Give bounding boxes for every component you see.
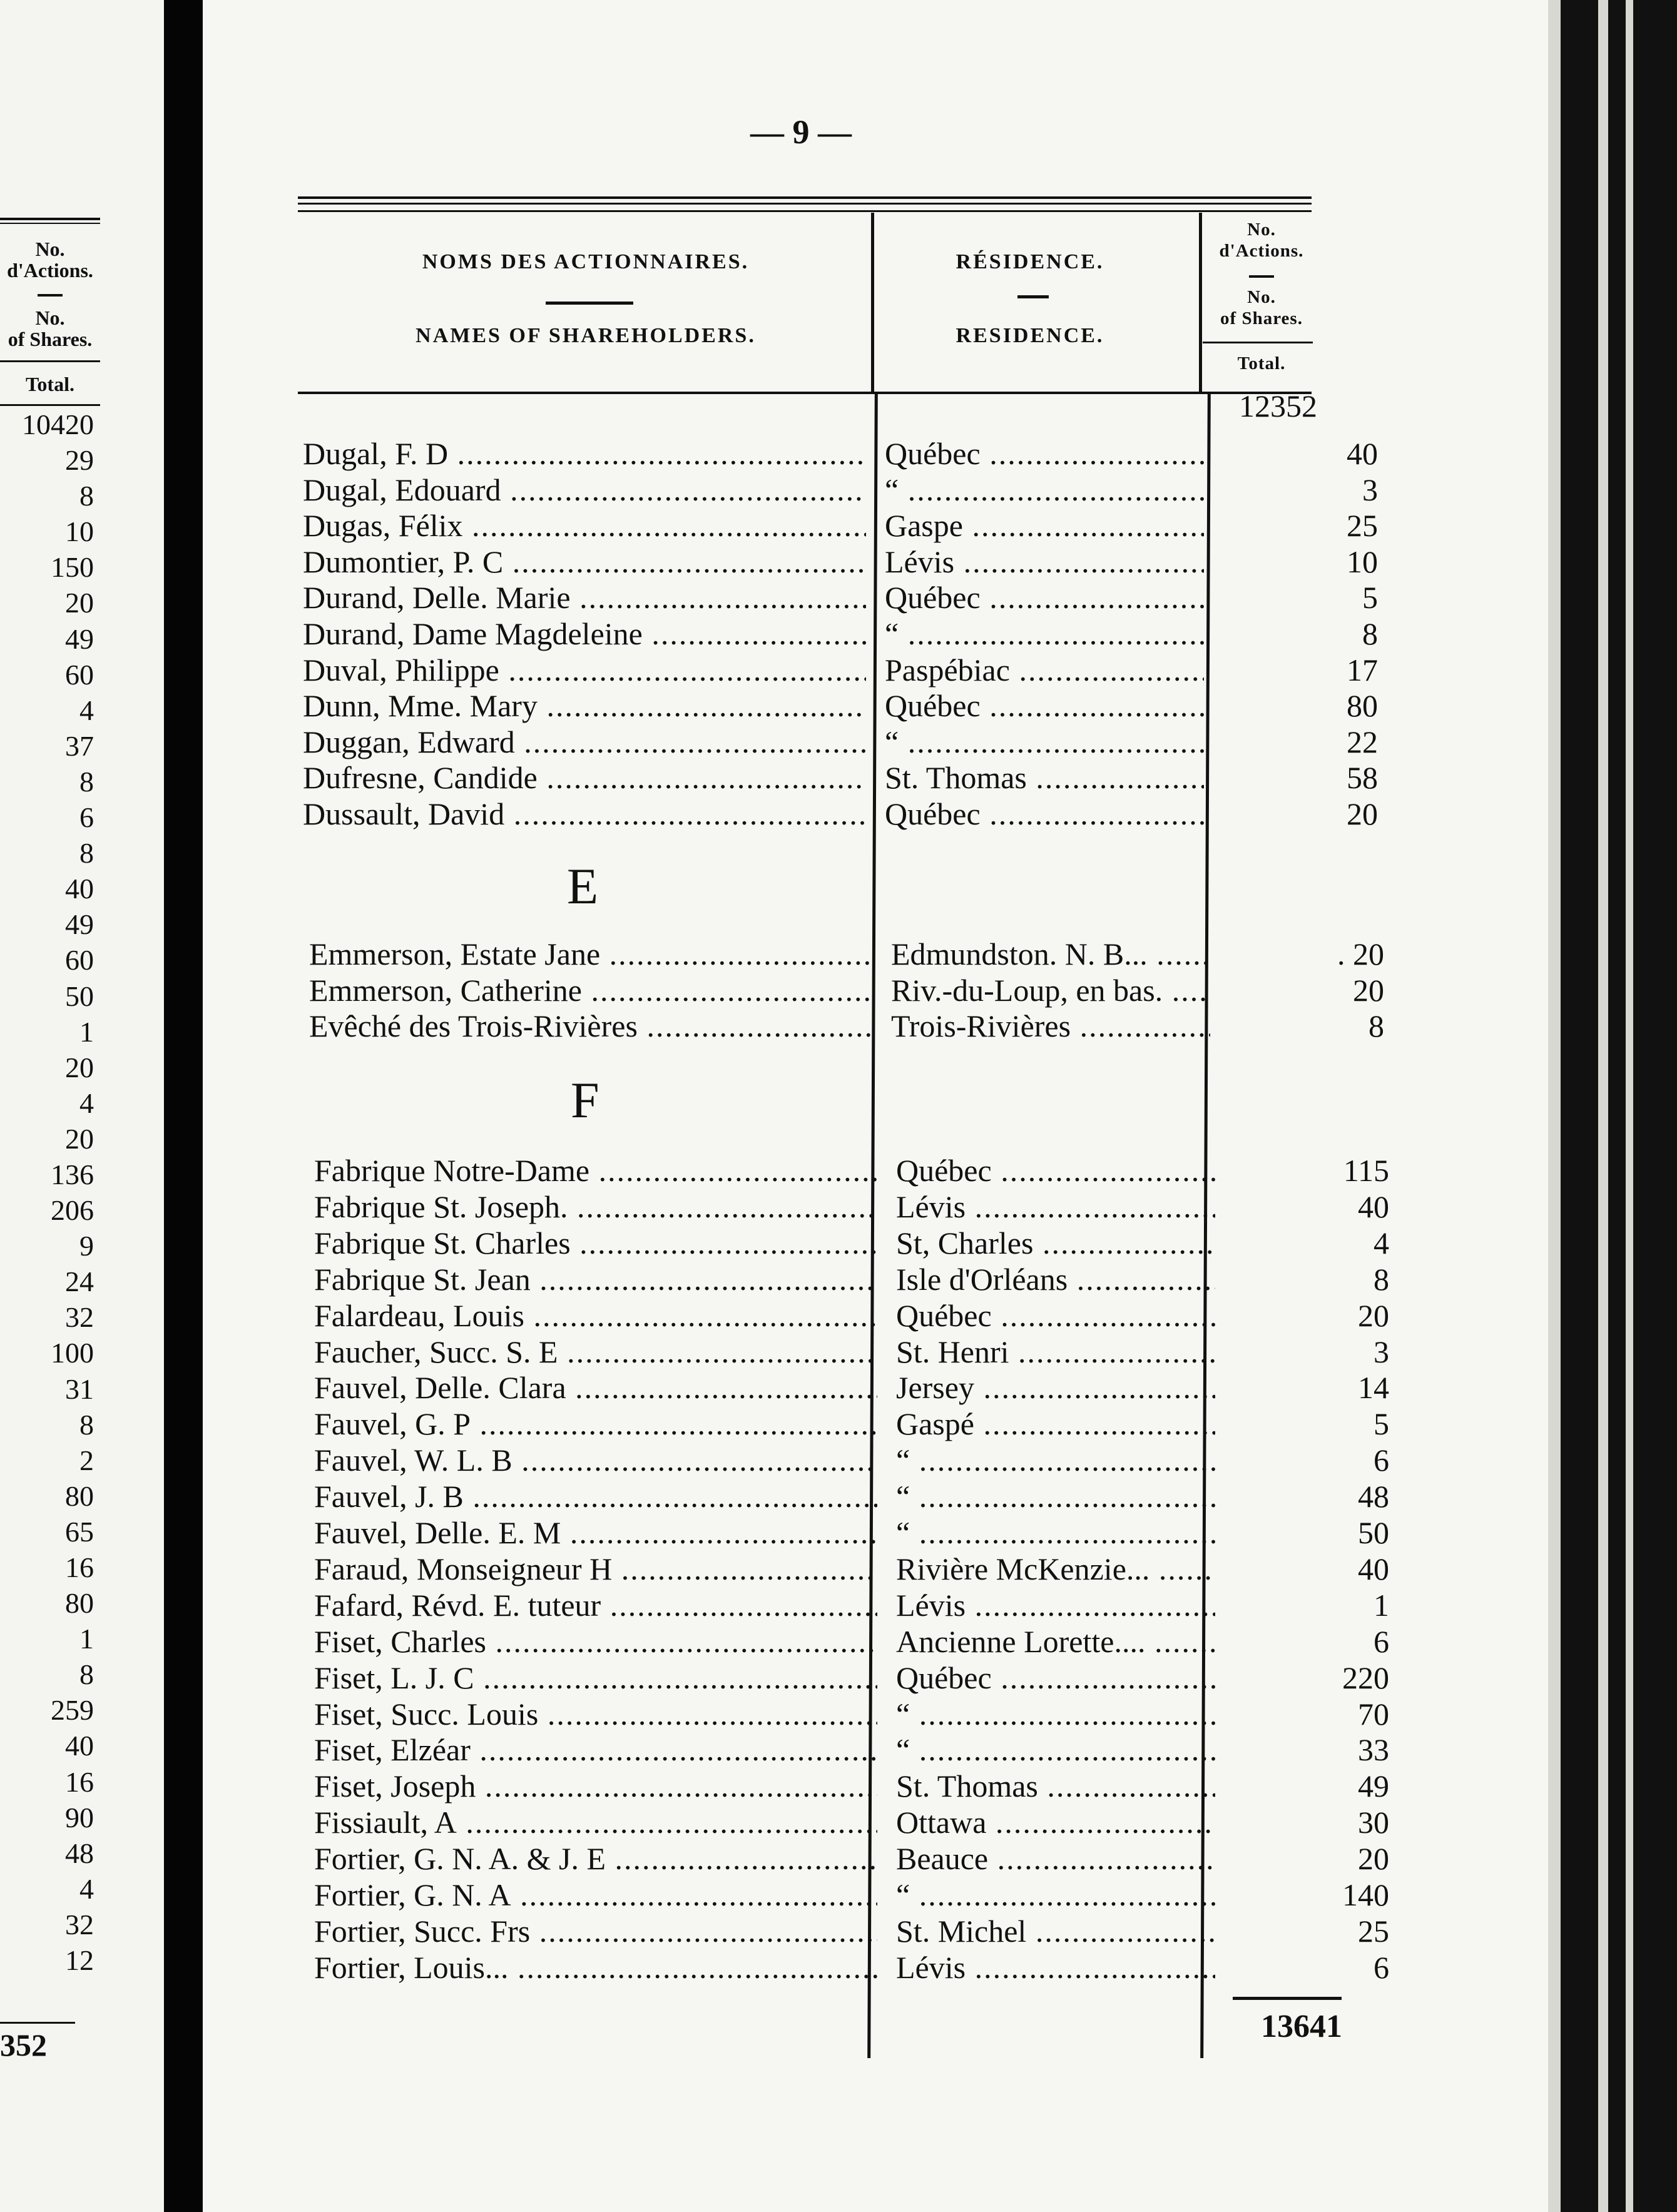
share-count: 80 xyxy=(1347,688,1378,724)
left-page-value: 49 xyxy=(65,622,94,655)
shareholder-name: Fafard, Révd. E. tuteur ..... xyxy=(314,1587,877,1623)
ledger-row xyxy=(303,687,1379,724)
share-count: 40 xyxy=(1358,1551,1389,1586)
section-letter-e: E xyxy=(567,858,599,915)
share-count: . 20 xyxy=(1337,936,1384,972)
shareholder-residence: “ ..... xyxy=(896,1514,1215,1551)
page-edge xyxy=(1561,0,1598,2212)
share-count: 115 xyxy=(1343,1153,1389,1188)
ledger-row xyxy=(309,936,1385,972)
ledger-row xyxy=(314,1478,1390,1514)
left-page-value: 4 xyxy=(79,1087,94,1119)
shareholder-residence: St. Thomas ..... xyxy=(885,759,1204,796)
shareholder-residence: Lévis ..... xyxy=(896,1949,1215,1986)
ledger-row xyxy=(303,796,1379,832)
left-page-value: 60 xyxy=(65,944,94,977)
shareholder-name: Fauvel, Delle. E. M ..... xyxy=(314,1514,877,1551)
shareholder-residence: Québec ..... xyxy=(896,1152,1215,1189)
shareholder-residence: Lévis ..... xyxy=(896,1587,1215,1623)
shareholder-name: Durand, Dame Magdeleine ..... xyxy=(303,616,866,652)
left-page-value: 65 xyxy=(65,1515,94,1548)
share-count: 6 xyxy=(1374,1623,1389,1659)
share-count: 8 xyxy=(1369,1008,1384,1044)
shareholder-name: Fabrique St. Jean ..... xyxy=(314,1261,877,1297)
shareholder-residence: “ ..... xyxy=(896,1877,1215,1913)
left-page-value: 10 xyxy=(65,515,94,548)
shareholder-name: Fauvel, Delle. Clara ..... xyxy=(314,1369,877,1406)
left-page-value: 50 xyxy=(65,980,94,1012)
shareholder-residence: Lévis ..... xyxy=(896,1189,1215,1225)
page-edge xyxy=(1626,0,1633,2212)
share-count: 1 xyxy=(1374,1587,1389,1623)
header-actions: d'Actions. xyxy=(7,259,93,282)
rule xyxy=(0,404,100,406)
left-page-value: 32 xyxy=(65,1301,94,1334)
left-page-value: 40 xyxy=(65,1730,94,1762)
left-page-value: 40 xyxy=(65,873,94,905)
total-rule xyxy=(0,2022,75,2024)
section-letter-f: F xyxy=(571,1072,599,1129)
shareholder-name: Evêché des Trois-Rivières ..... xyxy=(309,1008,872,1044)
header-no: No. xyxy=(1247,220,1276,240)
shareholder-name: Durand, Delle. Marie ..... xyxy=(303,579,866,616)
shareholder-residence: Riv.-du-Loup, en bas. ..... xyxy=(891,972,1210,1008)
share-count: 33 xyxy=(1358,1732,1389,1768)
ledger-row xyxy=(309,1008,1385,1044)
shareholder-name: Fauvel, W. L. B ..... xyxy=(314,1442,877,1478)
header-bottom-rule xyxy=(298,392,1312,394)
shareholder-residence: Paspébiac ..... xyxy=(885,652,1204,688)
left-page-value: 10420 xyxy=(22,408,94,440)
ledger-row xyxy=(314,1877,1390,1913)
top-rule xyxy=(298,203,1312,205)
ledger-row xyxy=(314,1913,1390,1949)
share-count: 6 xyxy=(1374,1949,1389,1985)
ledger-row xyxy=(314,1261,1390,1297)
share-count: 5 xyxy=(1374,1406,1389,1442)
share-count: 40 xyxy=(1358,1189,1389,1224)
shareholder-name: Dugal, F. D ..... xyxy=(303,435,866,472)
share-count: 58 xyxy=(1347,760,1378,796)
ledger-row xyxy=(303,472,1379,508)
left-page-value: 8 xyxy=(79,480,94,512)
ledger-row xyxy=(314,1225,1390,1261)
left-page-value: 60 xyxy=(65,658,94,691)
shareholder-name: Dunn, Mme. Mary ..... xyxy=(303,687,866,724)
left-page-value: 136 xyxy=(51,1158,94,1190)
left-page-value: 80 xyxy=(65,1479,94,1512)
shareholder-name: Fauvel, J. B ..... xyxy=(314,1478,877,1514)
left-page-value: 4 xyxy=(79,1872,94,1905)
ledger-row xyxy=(303,652,1379,688)
share-count: 6 xyxy=(1374,1443,1389,1478)
header-no: No. xyxy=(35,238,65,260)
ledger-row xyxy=(314,1660,1390,1696)
page-edge xyxy=(1598,0,1608,2212)
share-count: 30 xyxy=(1358,1805,1389,1840)
shareholder-name: Faraud, Monseigneur H ..... xyxy=(314,1551,877,1587)
share-count: 4 xyxy=(1374,1225,1389,1261)
left-page-value: 16 xyxy=(65,1551,94,1583)
shareholder-residence: “ ..... xyxy=(896,1442,1215,1478)
share-count: 49 xyxy=(1358,1768,1389,1804)
left-page-value: 29 xyxy=(65,444,94,477)
left-page-value: 2 xyxy=(79,1444,94,1476)
share-count: 40 xyxy=(1347,436,1378,471)
shareholder-residence: Edmundston. N. B... ..... xyxy=(891,936,1210,972)
shareholder-residence: Gaspe ..... xyxy=(885,507,1204,544)
ledger-row xyxy=(314,1623,1390,1660)
ledger-row xyxy=(314,1696,1390,1732)
shareholder-residence: “ ..... xyxy=(896,1732,1215,1768)
ledger-row xyxy=(314,1840,1390,1877)
shareholder-name: Faucher, Succ. S. E ..... xyxy=(314,1334,877,1370)
shareholder-residence: “ ..... xyxy=(885,472,1204,508)
share-count: 3 xyxy=(1374,1334,1389,1369)
ledger-row xyxy=(314,1587,1390,1623)
share-count: 70 xyxy=(1358,1696,1389,1732)
book-gutter xyxy=(164,0,203,2212)
shareholder-name: Dussault, David ..... xyxy=(303,796,866,832)
shareholder-name: Dugal, Edouard ..... xyxy=(303,472,866,508)
shareholder-residence: St. Michel ..... xyxy=(896,1913,1215,1949)
ledger-row xyxy=(314,1152,1390,1189)
header-names-en: NAMES OF SHAREHOLDERS. xyxy=(415,324,756,347)
ledger-row xyxy=(303,507,1379,544)
left-page-value: 24 xyxy=(65,1266,94,1298)
share-count: 10 xyxy=(1347,544,1378,579)
share-count: 25 xyxy=(1358,1913,1389,1949)
left-page-value: 1 xyxy=(79,1015,94,1048)
share-count: 17 xyxy=(1347,652,1378,687)
ledger-row xyxy=(314,1369,1390,1406)
grand-total: 13641 xyxy=(1261,2009,1342,2044)
rule xyxy=(0,218,100,220)
left-page-value: 37 xyxy=(65,729,94,762)
left-page-value: 8 xyxy=(79,765,94,798)
ledger-row xyxy=(303,579,1379,616)
left-page-total: 352 xyxy=(0,2027,47,2062)
left-page-value: 8 xyxy=(79,837,94,870)
share-count: 20 xyxy=(1347,796,1378,831)
ledger-row xyxy=(314,1334,1390,1370)
shareholder-residence: Gaspé ..... xyxy=(896,1406,1215,1442)
shareholder-name: Fiset, Elzéar ..... xyxy=(314,1732,877,1768)
shareholder-name: Fortier, Succ. Frs ..... xyxy=(314,1913,877,1949)
ledger-row xyxy=(314,1949,1390,1986)
ledger-row xyxy=(314,1551,1390,1587)
header-total: Total. xyxy=(1237,353,1286,373)
left-page-value: 9 xyxy=(79,1230,94,1262)
share-count: 20 xyxy=(1358,1841,1389,1877)
page-edge xyxy=(1633,0,1677,2212)
header-dash xyxy=(1017,295,1049,298)
ledger-row xyxy=(303,544,1379,580)
shareholder-residence: “ ..... xyxy=(885,724,1204,760)
shareholder-name: Fabrique St. Charles ..... xyxy=(314,1225,877,1261)
left-page-value: 49 xyxy=(65,908,94,941)
shareholder-name: Fissiault, A ..... xyxy=(314,1804,877,1840)
shareholder-name: Dumontier, P. C ..... xyxy=(303,544,866,580)
shareholder-residence: Beauce ..... xyxy=(896,1840,1215,1877)
shareholder-name: Fortier, G. N. A ..... xyxy=(314,1877,877,1913)
left-page-value: 12 xyxy=(65,1944,94,1977)
shareholder-residence: St. Henri ..... xyxy=(896,1334,1215,1370)
share-count: 8 xyxy=(1374,1261,1389,1297)
left-page-value: 31 xyxy=(65,1372,94,1405)
left-page-value: 20 xyxy=(65,587,94,619)
shareholder-name: Falardeau, Louis ..... xyxy=(314,1297,877,1334)
left-page-value: 80 xyxy=(65,1587,94,1620)
left-page-value: 20 xyxy=(65,1051,94,1083)
shareholder-residence: Québec ..... xyxy=(885,687,1204,724)
ledger-row xyxy=(303,724,1379,760)
shareholder-residence: Québec ..... xyxy=(885,435,1204,472)
share-count: 220 xyxy=(1342,1660,1389,1695)
top-rule xyxy=(298,210,1312,212)
share-count: 5 xyxy=(1362,580,1378,616)
header-no-en: No. xyxy=(1247,287,1276,307)
rule xyxy=(0,360,100,362)
shareholder-name: Dugas, Félix ..... xyxy=(303,507,866,544)
header-residence-en: RESIDENCE. xyxy=(956,324,1104,347)
left-page-value: 206 xyxy=(51,1194,94,1227)
header-shares: of Shares. xyxy=(8,328,93,350)
shareholder-name: Fiset, Charles ..... xyxy=(314,1623,877,1660)
header-residence-fr: RÉSIDENCE. xyxy=(956,250,1104,273)
column-divider xyxy=(1199,213,1202,394)
shareholder-name: Fiset, Succ. Louis ..... xyxy=(314,1696,877,1732)
ledger-row xyxy=(314,1297,1390,1334)
left-page-value: 1 xyxy=(79,1623,94,1655)
ledger-row xyxy=(314,1804,1390,1840)
shareholder-name: Dufresne, Candide ..... xyxy=(303,759,866,796)
ledger-row xyxy=(314,1732,1390,1768)
left-page-value: 259 xyxy=(51,1694,94,1727)
left-page-value: 100 xyxy=(51,1337,94,1369)
shareholder-name: Fauvel, G. P ..... xyxy=(314,1406,877,1442)
shareholder-residence: “ ..... xyxy=(885,616,1204,652)
header-shares: of Shares. xyxy=(1220,308,1303,328)
ledger-row xyxy=(314,1406,1390,1442)
share-count: 20 xyxy=(1353,972,1384,1008)
left-page-value: 16 xyxy=(65,1765,94,1798)
total-rule xyxy=(1233,1997,1342,2000)
shareholder-name: Fortier, Louis... ..... xyxy=(314,1949,877,1986)
shareholder-residence: Québec ..... xyxy=(896,1297,1215,1334)
shareholder-name: Duval, Philippe ..... xyxy=(303,652,866,688)
share-count: 50 xyxy=(1358,1515,1389,1550)
header-actions: d'Actions. xyxy=(1219,241,1304,261)
ledger-row xyxy=(309,972,1385,1008)
header-no-en: No. xyxy=(35,307,65,329)
share-count: 20 xyxy=(1358,1297,1389,1333)
share-count: 25 xyxy=(1347,508,1378,544)
header-total: Total. xyxy=(26,373,74,395)
header-dash xyxy=(38,294,63,297)
share-count: 3 xyxy=(1362,472,1378,507)
shareholder-name: Fabrique St. Joseph. ..... xyxy=(314,1189,877,1225)
shareholder-residence: Trois-Rivières ..... xyxy=(891,1008,1210,1044)
ledger-row xyxy=(303,616,1379,652)
left-page-value: 32 xyxy=(65,1908,94,1941)
left-page-value: 20 xyxy=(65,1122,94,1155)
shareholder-name: Duggan, Edward ..... xyxy=(303,724,866,760)
share-count: 48 xyxy=(1358,1479,1389,1514)
shareholder-residence: Rivière McKenzie... ..... xyxy=(896,1551,1215,1587)
left-page-value: 150 xyxy=(51,551,94,584)
ledger-row xyxy=(303,435,1379,472)
rule xyxy=(1203,342,1313,343)
shareholder-name: Emmerson, Estate Jane ..... xyxy=(309,936,872,972)
page-number: — 9 — xyxy=(750,113,852,151)
left-page-value: 48 xyxy=(65,1837,94,1869)
header-dash xyxy=(546,302,633,305)
shareholder-residence: St. Thomas ..... xyxy=(896,1768,1215,1804)
shareholder-residence: “ ..... xyxy=(896,1696,1215,1732)
share-count: 140 xyxy=(1342,1877,1389,1912)
share-count: 22 xyxy=(1347,724,1378,759)
shareholder-name: Fabrique Notre-Dame ..... xyxy=(314,1152,877,1189)
shareholder-residence: Ancienne Lorette.... ..... xyxy=(896,1623,1215,1660)
column-divider xyxy=(871,213,874,394)
header-names-fr: NOMS DES ACTIONNAIRES. xyxy=(422,250,750,273)
shareholder-residence: Québec ..... xyxy=(885,796,1204,832)
page-edge xyxy=(1608,0,1626,2212)
header-dash xyxy=(1249,275,1274,278)
left-page-value: 8 xyxy=(79,1408,94,1441)
page-edge xyxy=(1548,0,1561,2212)
top-rule xyxy=(298,196,1312,199)
shareholder-residence: Jersey ..... xyxy=(896,1369,1215,1406)
shareholder-name: Emmerson, Catherine ..... xyxy=(309,972,872,1008)
carried-forward-total: 12352 xyxy=(1239,388,1317,424)
left-page-value: 4 xyxy=(79,694,94,726)
left-page-values xyxy=(0,407,94,1978)
share-count: 14 xyxy=(1358,1370,1389,1406)
ledger-row xyxy=(314,1768,1390,1804)
shareholder-name: Fiset, Joseph ..... xyxy=(314,1768,877,1804)
shareholder-residence: Lévis ..... xyxy=(885,544,1204,580)
ledger-row xyxy=(314,1442,1390,1478)
shareholder-residence: St, Charles ..... xyxy=(896,1225,1215,1261)
left-page-value: 90 xyxy=(65,1801,94,1834)
left-page-value: 6 xyxy=(79,801,94,834)
rule xyxy=(0,223,100,224)
ledger-row xyxy=(314,1189,1390,1225)
shareholder-name: Fiset, L. J. C ..... xyxy=(314,1660,877,1696)
share-count: 8 xyxy=(1362,616,1378,651)
shareholder-residence: “ ..... xyxy=(896,1478,1215,1514)
shareholder-residence: Québec ..... xyxy=(885,579,1204,616)
shareholder-residence: Isle d'Orléans ..... xyxy=(896,1261,1215,1297)
ledger-row xyxy=(303,759,1379,796)
left-page-value: 8 xyxy=(79,1658,94,1691)
ledger-row xyxy=(314,1514,1390,1551)
shareholder-residence: Ottawa ..... xyxy=(896,1804,1215,1840)
shareholder-residence: Québec ..... xyxy=(896,1660,1215,1696)
shareholder-name: Fortier, G. N. A. & J. E ..... xyxy=(314,1840,877,1877)
